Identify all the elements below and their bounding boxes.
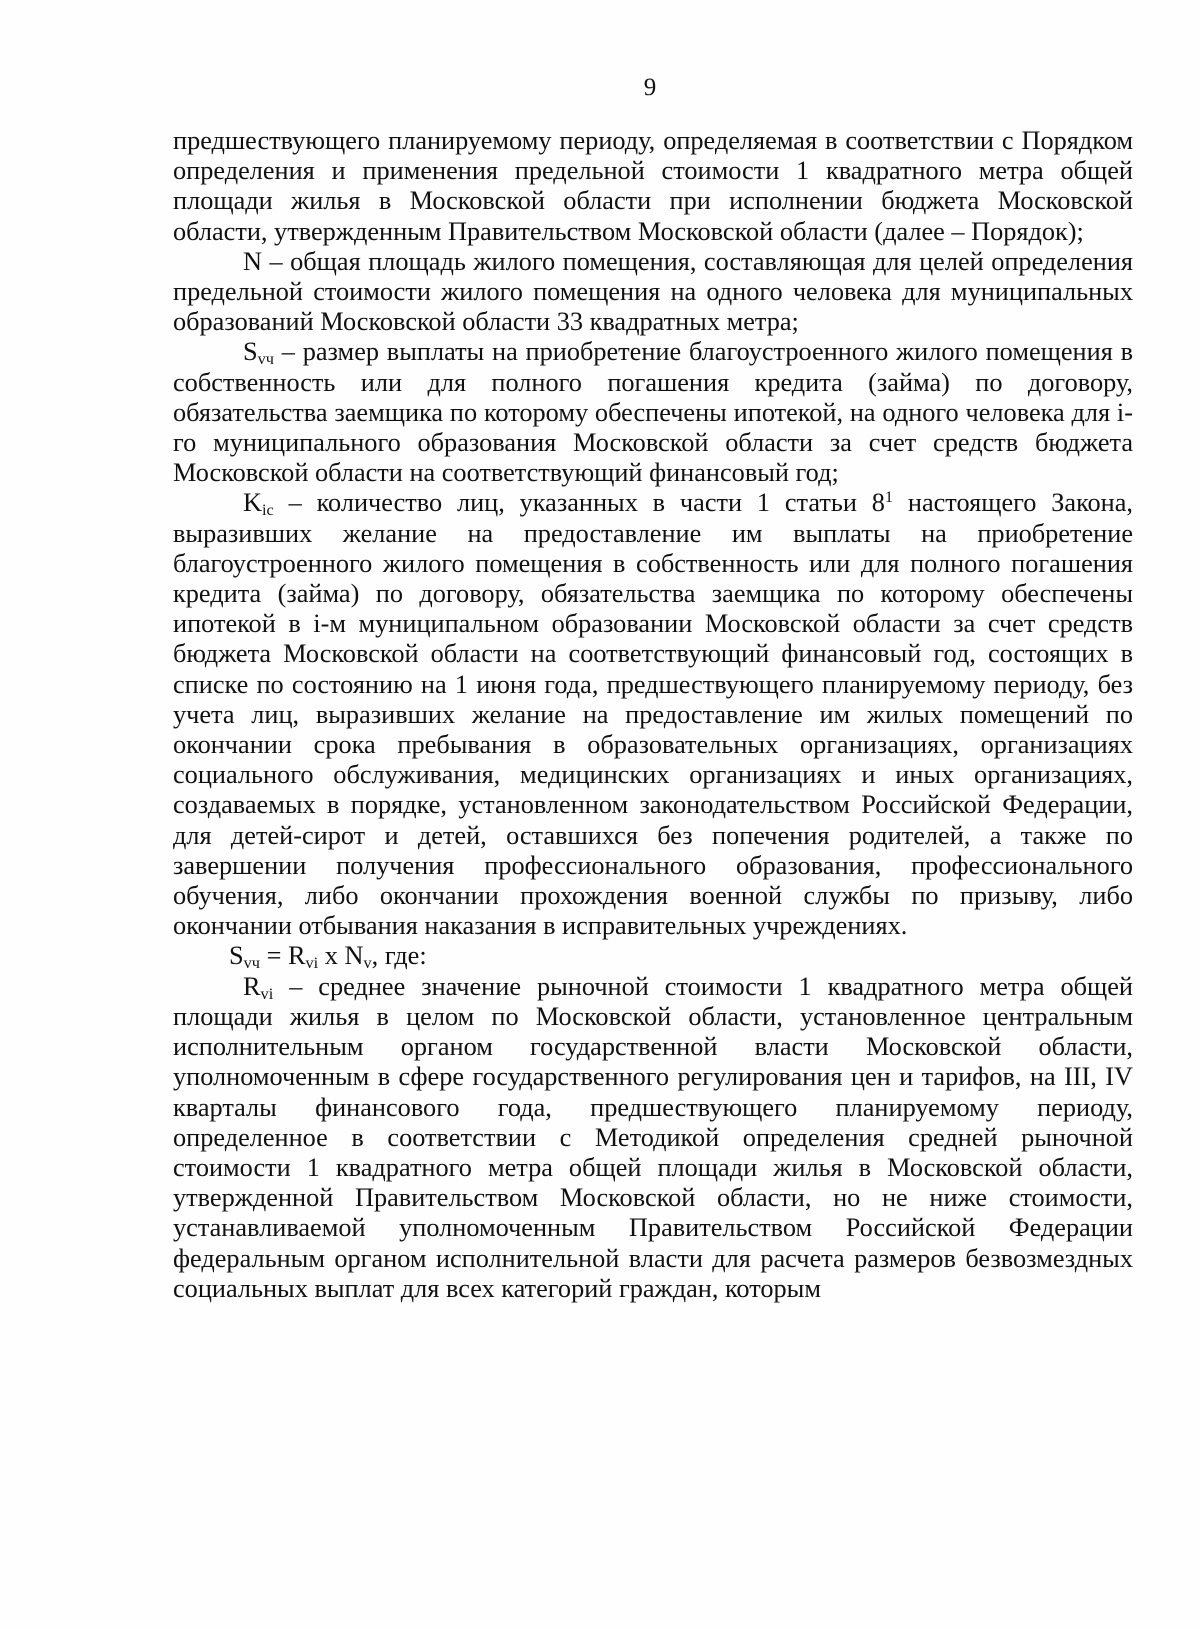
kic-symbol bbox=[243, 488, 274, 520]
rvi-definition-paragraph bbox=[173, 972, 1133, 1304]
svch-symbol-base: S bbox=[243, 337, 258, 367]
formula-n-term bbox=[344, 941, 372, 973]
formula-n-sub: v bbox=[363, 953, 372, 973]
rvi-symbol-base: R bbox=[243, 971, 261, 1001]
formula-r-term bbox=[287, 941, 319, 973]
svch-definition-paragraph bbox=[173, 337, 1133, 488]
page-number: 9 bbox=[643, 74, 657, 101]
kic-definition-paragraph bbox=[173, 488, 1133, 941]
rvi-symbol-sub: vi bbox=[260, 983, 274, 1003]
formula-r-base: R bbox=[287, 941, 306, 971]
formula-n-base: N bbox=[344, 941, 364, 971]
formula-lhs-sub: vч bbox=[243, 953, 260, 973]
intro-paragraph: предшествующего планируемому периоду, определяемая в соответствии с Порядком определения и применения предельной стоимости 1 квадратного метра общей площади жилья в Московской области при исполнении бюджета Московской области, утвержденным Правительством Московской области (далее – Порядок); bbox=[173, 126, 1133, 246]
formula-lhs-base: S bbox=[229, 941, 244, 971]
svch-symbol bbox=[243, 337, 274, 369]
svch-symbol-sub: vч bbox=[257, 349, 274, 369]
kic-definition-text-end: настоящего Закона, выразивших желание на предоставление им выплаты на приобретение благоустроенного жилого помещения в собственность или для полного погашения кредита (займа) по договору, обязательства заемщика по которому обеспечены ипотекой в i-м муниципальном образовании Московской области за счет средств бюджета Московской области на соответствующий финансовый год, состоящих в списке по состоянию на 1 июня года, предшествующего планируемому периоду, без учета лиц, выразивших желание на предоставление им жилых помещений по окончании срока пребывания в образовательных организациях, организациях социального обслуживания, медицинских организациях и иных организациях, создаваемых в порядке, установленном законодательством Российской Федерации, для детей-сирот и детей, оставшихся без попечения родителей, а также по завершении получения профессионального образования, профессионального обучения, либо окончании прохождения военной службы по призыву, либо окончании отбывания наказания в исправительных учреждениях. bbox=[173, 488, 1133, 941]
rvi-definition-text: – среднее значение рыночной стоимости 1 квадратного метра общей площади жилья в целом по Московской области, установленное центральным исполнительным органом государственной власти Московской области, уполномоченным в сфере государственного регулирования цен и тарифов, на III, IV кварталы финансового года, предшествующего планируемому периоду, определенное в соответствии с Методикой определения средней рыночной стоимости 1 квадратного метра общей площади жилья в Московской области, утвержденной Правительством Московской области, но не ниже стоимости, устанавливаемой уполномоченным Правительством Российской Федерации федеральным органом исполнительной власти для расчета размеров безвозмездных социальных выплат для всех категорий граждан, которым bbox=[173, 971, 1133, 1303]
kic-symbol-base: K bbox=[243, 488, 262, 518]
formula-r-sub: vi bbox=[305, 953, 319, 973]
formula-equals: = bbox=[260, 941, 288, 971]
document-body bbox=[173, 126, 1133, 1304]
n-definition-text: – общая площадь жилого помещения, составляющая для целей определения предельной стоимости жилого помещения на одного человека для муниципальных образований Московской области 33 квадратных метра; bbox=[173, 246, 1133, 337]
formula-suffix: , где: bbox=[371, 941, 427, 971]
article-superscript: 1 bbox=[884, 487, 894, 507]
kic-definition-text-start: – количество лиц, указанных в части 1 статьи 8 bbox=[273, 488, 885, 518]
n-symbol: N bbox=[243, 246, 262, 276]
formula-times: x bbox=[318, 941, 345, 971]
svch-definition-text: – размер выплаты на приобретение благоустроенного жилого помещения в собственность или для полного погашения кредита (займа) по договору, обязательства заемщика по которому обеспечены ипотекой, на одного человека для i-го муниципального образования Московской области за счет средств бюджета Московской области на соответствующий финансовый год; bbox=[173, 337, 1133, 488]
formula-lhs bbox=[229, 941, 260, 973]
rvi-symbol bbox=[243, 972, 273, 1001]
n-definition-paragraph bbox=[173, 247, 1133, 338]
payment-formula bbox=[173, 941, 1133, 971]
kic-symbol-sub: ic bbox=[262, 500, 274, 520]
